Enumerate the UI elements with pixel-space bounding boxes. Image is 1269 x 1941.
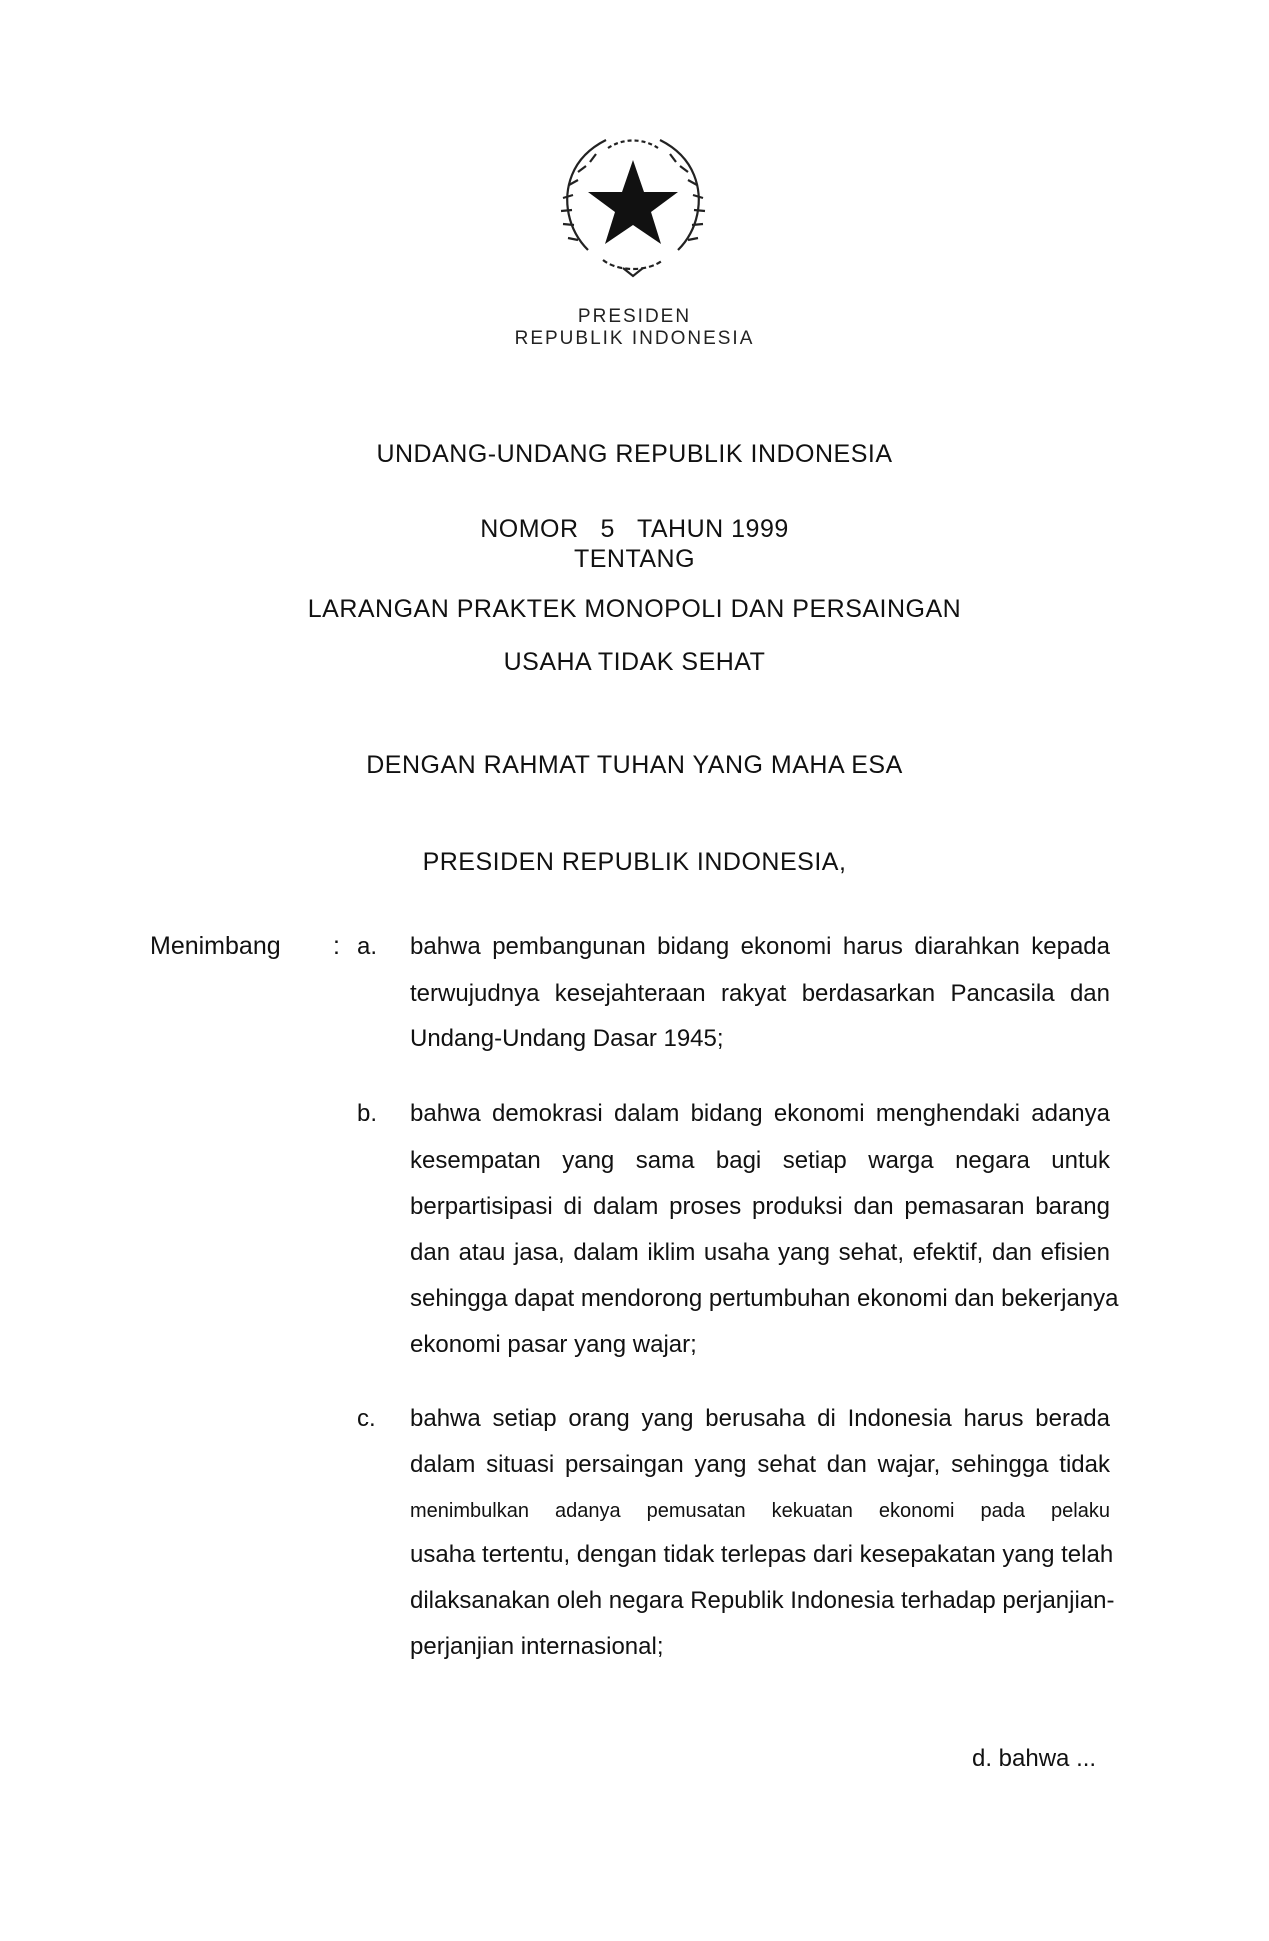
law-number — [0, 515, 1269, 544]
item-c-line-4: usaha tertentu, dengan tidak terlepas dari kesepakatan yang telah — [410, 1541, 1114, 1568]
about-label: TENTANG — [573, 545, 696, 573]
law-number-label: NOMOR — [480, 515, 579, 543]
law-subject-line2: USAHA TIDAK SEHAT — [503, 648, 766, 676]
item-c-line-3: menimbulkan adanya pemusatan kekuatan ekonomi pada pelaku — [410, 1500, 1110, 1522]
presidential-star-seal-icon — [548, 120, 718, 290]
item-c-line-6: perjanjian internasional; — [410, 1633, 664, 1660]
seal-caption-president: PRESIDEN — [577, 306, 692, 327]
item-letter-b: b. — [357, 1100, 378, 1127]
page-catchword: d. bahwa ... — [972, 1745, 1097, 1772]
item-b-line-2: kesempatan yang sama bagi setiap warga negara untuk — [410, 1147, 1110, 1174]
presidential-seal — [548, 120, 718, 290]
item-b-line-5: sehingga dapat mendorong pertumbuhan ekonomi dan bekerjanya — [410, 1285, 1119, 1312]
item-a-line-1: bahwa pembangunan bidang ekonomi harus diarahkan kepada — [410, 933, 1110, 960]
item-c-line-2: dalam situasi persaingan yang sehat dan wajar, sehingga tidak — [410, 1451, 1110, 1478]
item-a-line-3: Undang-Undang Dasar 1945; — [410, 1025, 724, 1052]
law-number-value: 5 — [600, 515, 615, 543]
issuer: PRESIDEN REPUBLIK INDONESIA, — [422, 848, 847, 876]
invocation: DENGAN RAHMAT TUHAN YANG MAHA ESA — [366, 751, 903, 779]
item-b-line-1: bahwa demokrasi dalam bidang ekonomi menghendaki adanya — [410, 1100, 1110, 1127]
item-c-line-5: dilaksanakan oleh negara Republik Indonesia terhadap perjanjian- — [410, 1587, 1115, 1614]
item-b-line-6: ekonomi pasar yang wajar; — [410, 1331, 697, 1358]
item-c-line-1: bahwa setiap orang yang berusaha di Indonesia harus berada — [410, 1405, 1110, 1432]
considering-colon: : — [333, 932, 340, 960]
law-year: TAHUN 1999 — [636, 515, 789, 543]
law-subject-line1: LARANGAN PRAKTEK MONOPOLI DAN PERSAINGAN — [307, 595, 962, 623]
item-a-line-2: terwujudnya kesejahteraan rakyat berdasarkan Pancasila dan — [410, 980, 1110, 1007]
item-letter-a: a. — [357, 933, 378, 960]
item-letter-c: c. — [357, 1405, 376, 1432]
seal-caption-republic: REPUBLIK INDONESIA — [514, 328, 755, 349]
item-b-line-4: dan atau jasa, dalam iklim usaha yang sehat, efektif, dan efisien — [410, 1239, 1110, 1266]
law-title: UNDANG-UNDANG REPUBLIK INDONESIA — [376, 440, 893, 468]
considering-label: Menimbang — [150, 932, 281, 960]
item-b-line-3: berpartisipasi di dalam proses produksi dan pemasaran barang — [410, 1193, 1110, 1220]
